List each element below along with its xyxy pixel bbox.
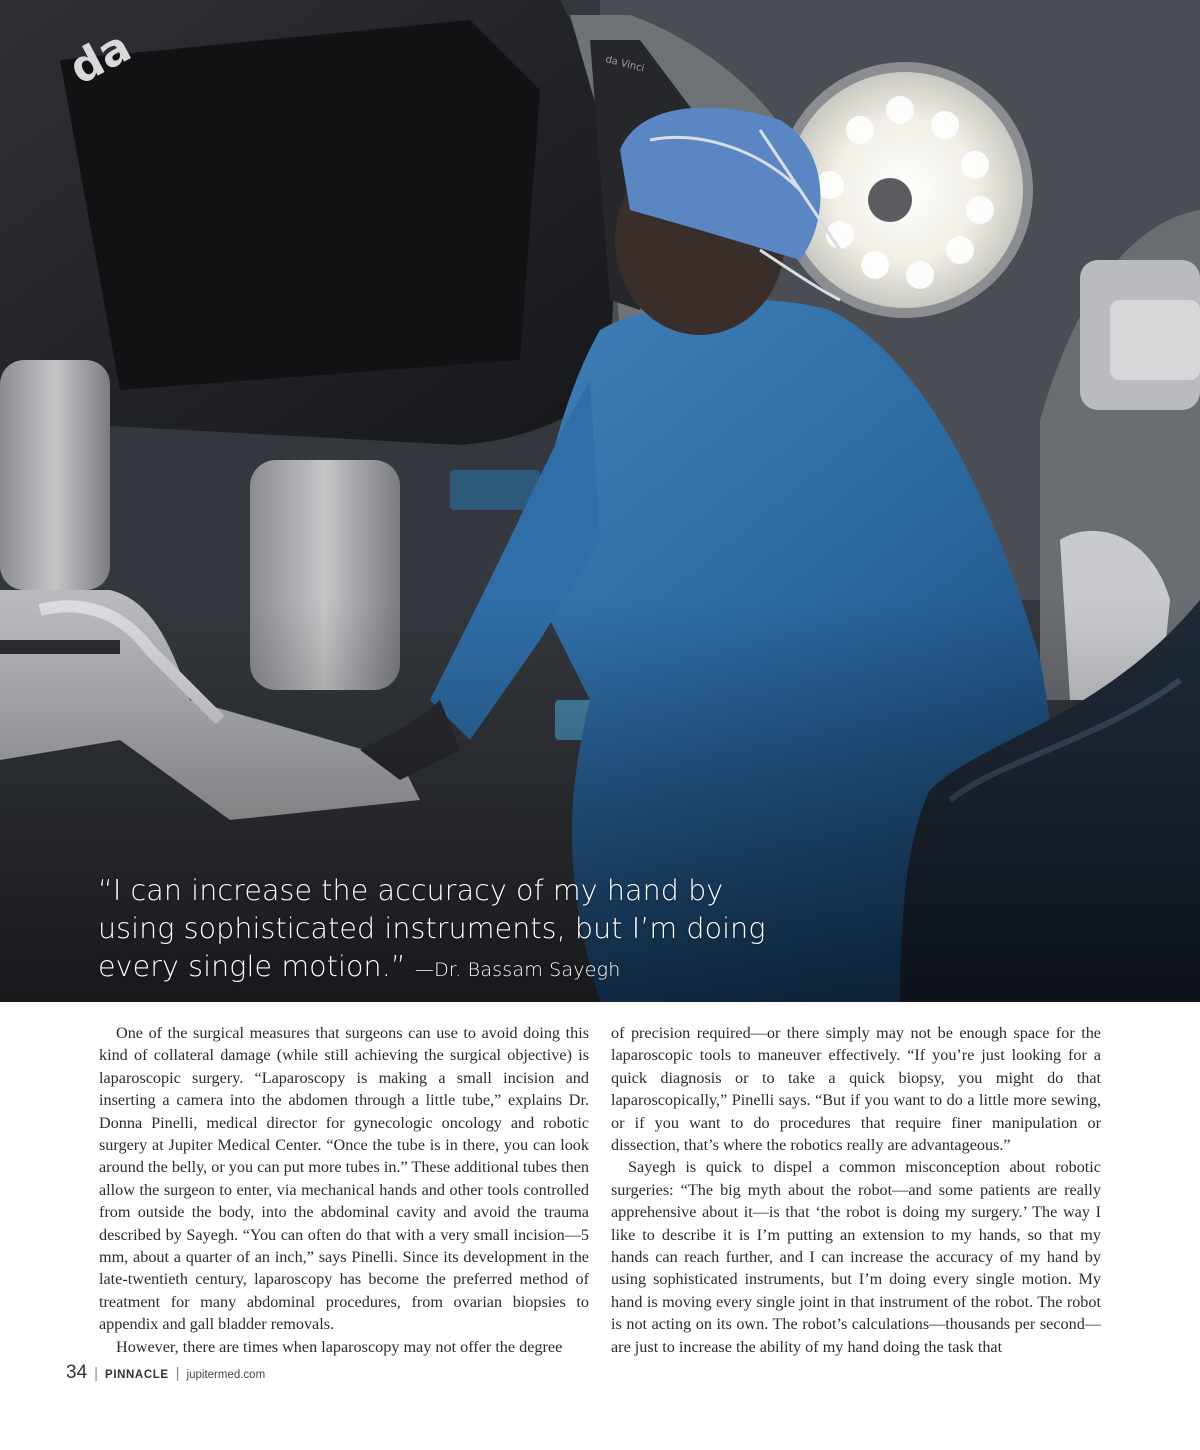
page-footer <box>66 1362 265 1384</box>
console-logo: da <box>61 20 140 95</box>
magazine-name: PINNACLE <box>105 1369 169 1381</box>
article-paragraph: However, there are times when laparoscopy may not offer the degree <box>116 1337 563 1356</box>
pull-quote-text: “I can increase the accuracy of my hand by using sophisticated instruments, but I’m doing every single motion.” <box>98 874 766 983</box>
article-paragraph: of precision required—or there simply may not be enough space for the laparoscopic tools to maneuver effectively. “If you’re just looking for a quick diagnosis or to take a quick biopsy, you might do that laparoscopically,” Pinelli says. “But if you want to do a little more sewing, or if you want to do procedures that require finer manipulation or dissection, that’s where the robotics really are advantageous.” <box>611 1024 1101 1155</box>
console-brand-label: da Vinci <box>604 54 646 75</box>
footer-separator: | <box>94 1365 99 1382</box>
footer-separator: | <box>175 1365 180 1382</box>
article-paragraph: One of the surgical measures that surgeons can use to avoid doing this kind of collateral damage (while still achieving the surgical objective) is laparoscopic surgery. “Laparoscopy is making a small incision and inserting a camera into the abdomen through a little tube,” explains Dr. Donna Pinelli, medical director for gynecologic oncology and robotic surgery at Jupiter Medical Center. “Once the tube is in there, you can look around the belly, or you can put more tubes in.” These additional tubes then allow the surgeon to enter, via mechanical hands and other tools controlled from outside the body, into the abdominal cavity and avoid the trauma described by Sayegh. “You can often do that with a very small incision—5 mm, about a quarter of an inch,” says Pinelli. Since its development in the late-twentieth century, laparoscopy has become the preferred method of treatment for many abdominal procedures, from ovarian biopsies to appendix and gall bladder removals. <box>99 1024 589 1334</box>
pull-quote-attribution: —Dr. Bassam Sayegh <box>414 959 621 981</box>
pull-quote <box>98 872 798 989</box>
article-column-left <box>99 1022 589 1358</box>
article-column-right <box>611 1022 1101 1358</box>
article-paragraph: Sayegh is quick to dispel a common misconception about robotic surgeries: “The big myth about the robot—and some patients are really apprehensive about it—is that ‘the robot is doing my surgery.’ The way I like to describe it is I’m putting an extension to my hands, so that my hands can reach further, and I can increase the accuracy of my hand by using sophisticated instruments, but I’m doing every single motion. My hand is moving every single joint in that instrument of the robot. The robot is not acting on its own. The robot’s calculations—thousands per second—are just to increase the ability of my hand doing the task that <box>611 1158 1101 1356</box>
footer-url[interactable]: jupitermed.com <box>186 1369 266 1381</box>
page-number: 34 <box>66 1362 88 1383</box>
